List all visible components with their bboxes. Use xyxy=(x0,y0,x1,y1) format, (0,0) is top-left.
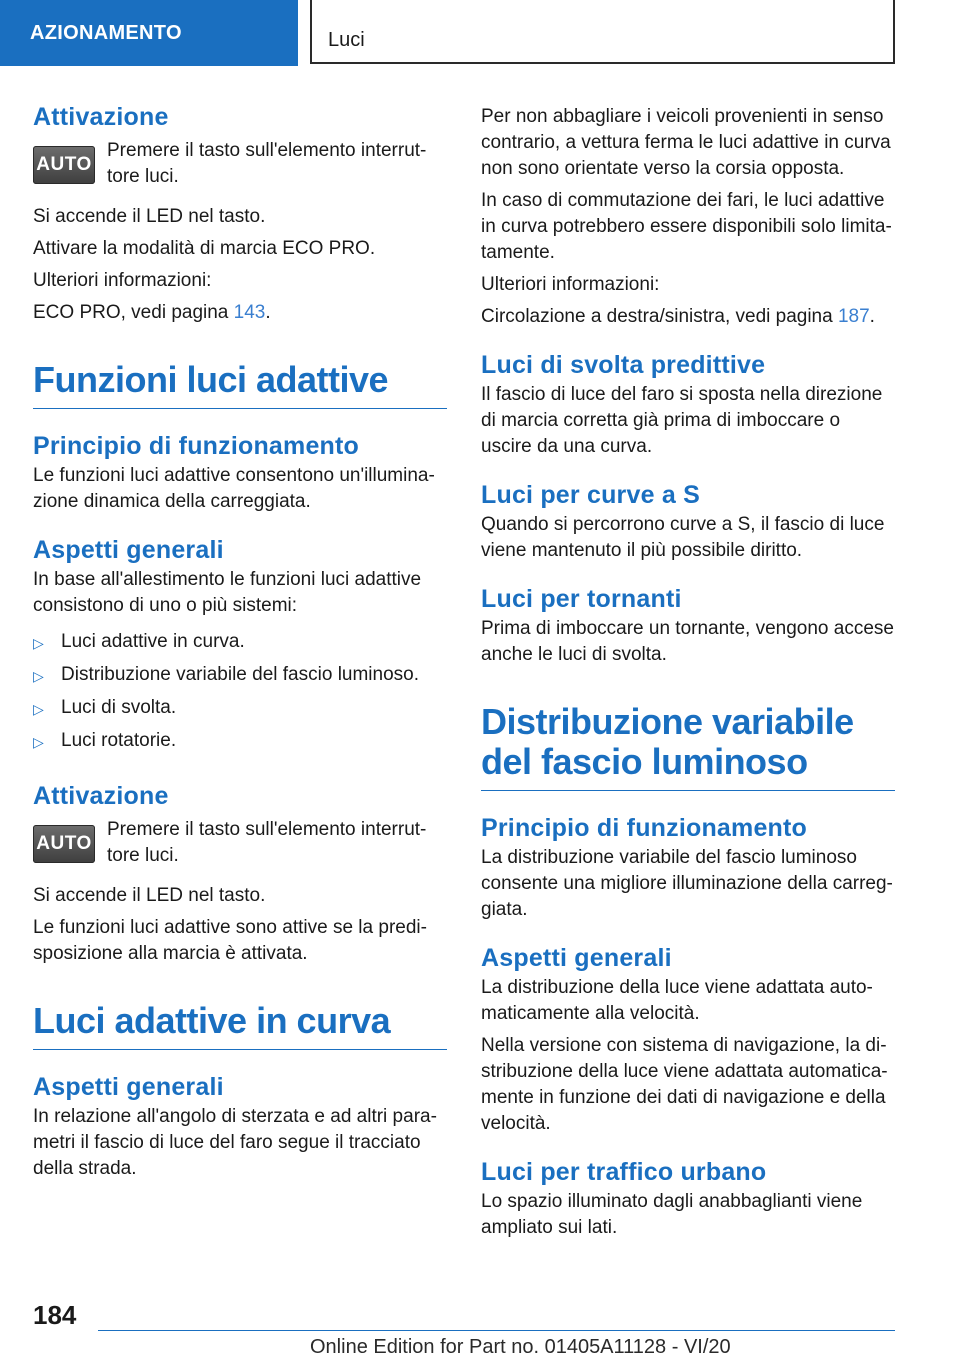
auto-button-icon: AUTO xyxy=(33,825,95,863)
left-column xyxy=(33,100,447,1182)
heading-aspetti-generali-dist: Aspetti generali xyxy=(481,944,672,972)
auto-text-1: Premere il tasto sull'elemento interrut-tore luci. xyxy=(107,140,427,187)
paragraph: La distribuzione della luce viene adattata auto-maticamente alla velocità. xyxy=(481,977,873,1024)
auto-button-icon: AUTO xyxy=(33,146,95,184)
page-link-143[interactable]: 143 xyxy=(233,302,266,323)
paragraph: Le funzioni luci adattive sono attive se la predi-sposizione alla marcia è attivata. xyxy=(33,917,427,964)
paragraph: Si accende il LED nel tasto. xyxy=(33,206,266,227)
triangle-bullet-icon: ▷ xyxy=(33,635,44,651)
right-column xyxy=(481,104,895,1241)
paragraph: Ulteriori informazioni: xyxy=(481,274,660,295)
auto-instruction-1 xyxy=(33,138,447,190)
footer-divider xyxy=(98,1330,895,1331)
edition-label: Online Edition for Part no. 01405A11128 - VI/20 xyxy=(310,1336,731,1358)
heading-attivazione-1: Attivazione xyxy=(33,103,169,131)
paragraph: La distribuzione variabile del fascio luminoso consente una migliore illuminazione della carreg-giata. xyxy=(481,847,893,920)
heading-aspetti-generali: Aspetti generali xyxy=(33,536,224,564)
ref-text: ECO PRO, vedi pagina xyxy=(33,302,234,323)
ref-suffix: . xyxy=(869,306,875,327)
heading-principio: Principio di funzionamento xyxy=(33,432,360,460)
heading-luci-svolta-predittive: Luci di svolta predittive xyxy=(481,351,766,379)
paragraph-ref xyxy=(33,300,447,326)
paragraph: Nella versione con sistema di navigazione, la di-stribuzione della luce viene adattata automatica-mente in funzione dei dati di navigazione e della velocità. xyxy=(481,1035,888,1134)
paragraph: Ulteriori informazioni: xyxy=(33,270,212,291)
paragraph: Per non abbagliare i veicoli provenienti in senso contrario, a vettura ferma le luci adattive in curva non sono orientate verso la corsia opposta. xyxy=(481,106,891,179)
paragraph: Quando si percorrono curve a S, il fascio di luce viene mantenuto il più possibile diritto. xyxy=(481,514,885,561)
heading-traffico-urbano: Luci per traffico urbano xyxy=(481,1158,767,1186)
page-link-187[interactable]: 187 xyxy=(837,306,870,327)
auto-instruction-2 xyxy=(33,817,447,869)
paragraph: Il fascio di luce del faro si sposta nella direzione di marcia corretta già prima di imboccare o uscire da una curva. xyxy=(481,384,883,457)
heading-distribuzione-variabile: Distribuzione variabile del fascio luminoso xyxy=(481,702,895,791)
paragraph-ref xyxy=(481,304,895,330)
paragraph: Lo spazio illuminato dagli anabbaglianti viene ampliato sui lati. xyxy=(481,1191,863,1238)
paragraph: In relazione all'angolo di sterzata e ad altri para-metri il fascio di luce del faro segue il tracciato della strada. xyxy=(33,1106,437,1179)
paragraph: Si accende il LED nel tasto. xyxy=(33,885,266,906)
paragraph: Le funzioni luci adattive consentono un'illumina-zione dinamica della carreggiata. xyxy=(33,465,435,512)
heading-luci-curve-s: Luci per curve a S xyxy=(481,481,700,509)
heading-luci-tornanti: Luci per tornanti xyxy=(481,585,682,613)
page-number: 184 xyxy=(33,1300,77,1330)
section-title: AZIONAMENTO xyxy=(0,0,298,66)
paragraph: Prima di imboccare un tornante, vengono accese anche le luci di svolta. xyxy=(481,618,894,665)
heading-aspetti-generali-curva: Aspetti generali xyxy=(33,1073,224,1101)
ref-text: Circolazione a destra/sinistra, vedi pagina xyxy=(481,306,838,327)
paragraph: In base all'allestimento le funzioni luci adattive consistono di uno o più sistemi: xyxy=(33,569,422,616)
list-item: ▷ Luci di svolta. xyxy=(33,695,447,722)
page-header xyxy=(0,0,960,66)
triangle-bullet-icon: ▷ xyxy=(33,734,44,750)
paragraph: In caso di commutazione dei fari, le luci adattive in curva potrebbero essere disponibili solo limita-tamente. xyxy=(481,190,892,263)
paragraph: Attivare la modalità di marcia ECO PRO. xyxy=(33,238,376,259)
triangle-bullet-icon: ▷ xyxy=(33,701,44,717)
list-item: ▷ Luci adattive in curva. xyxy=(33,629,447,656)
ref-suffix: . xyxy=(265,302,271,323)
heading-attivazione-2: Attivazione xyxy=(33,782,169,810)
heading-funzioni-luci-adattive: Funzioni luci adattive xyxy=(33,360,447,409)
heading-principio-dist: Principio di funzionamento xyxy=(481,814,808,842)
auto-text-2: Premere il tasto sull'elemento interrut-tore luci. xyxy=(107,819,427,866)
list-item: ▷ Distribuzione variabile del fascio luminoso. xyxy=(33,662,447,689)
topic-title: Luci xyxy=(310,0,895,64)
list-item: ▷ Luci rotatorie. xyxy=(33,728,447,755)
triangle-bullet-icon: ▷ xyxy=(33,668,44,684)
heading-luci-adattive-curva: Luci adattive in curva xyxy=(33,1001,447,1050)
